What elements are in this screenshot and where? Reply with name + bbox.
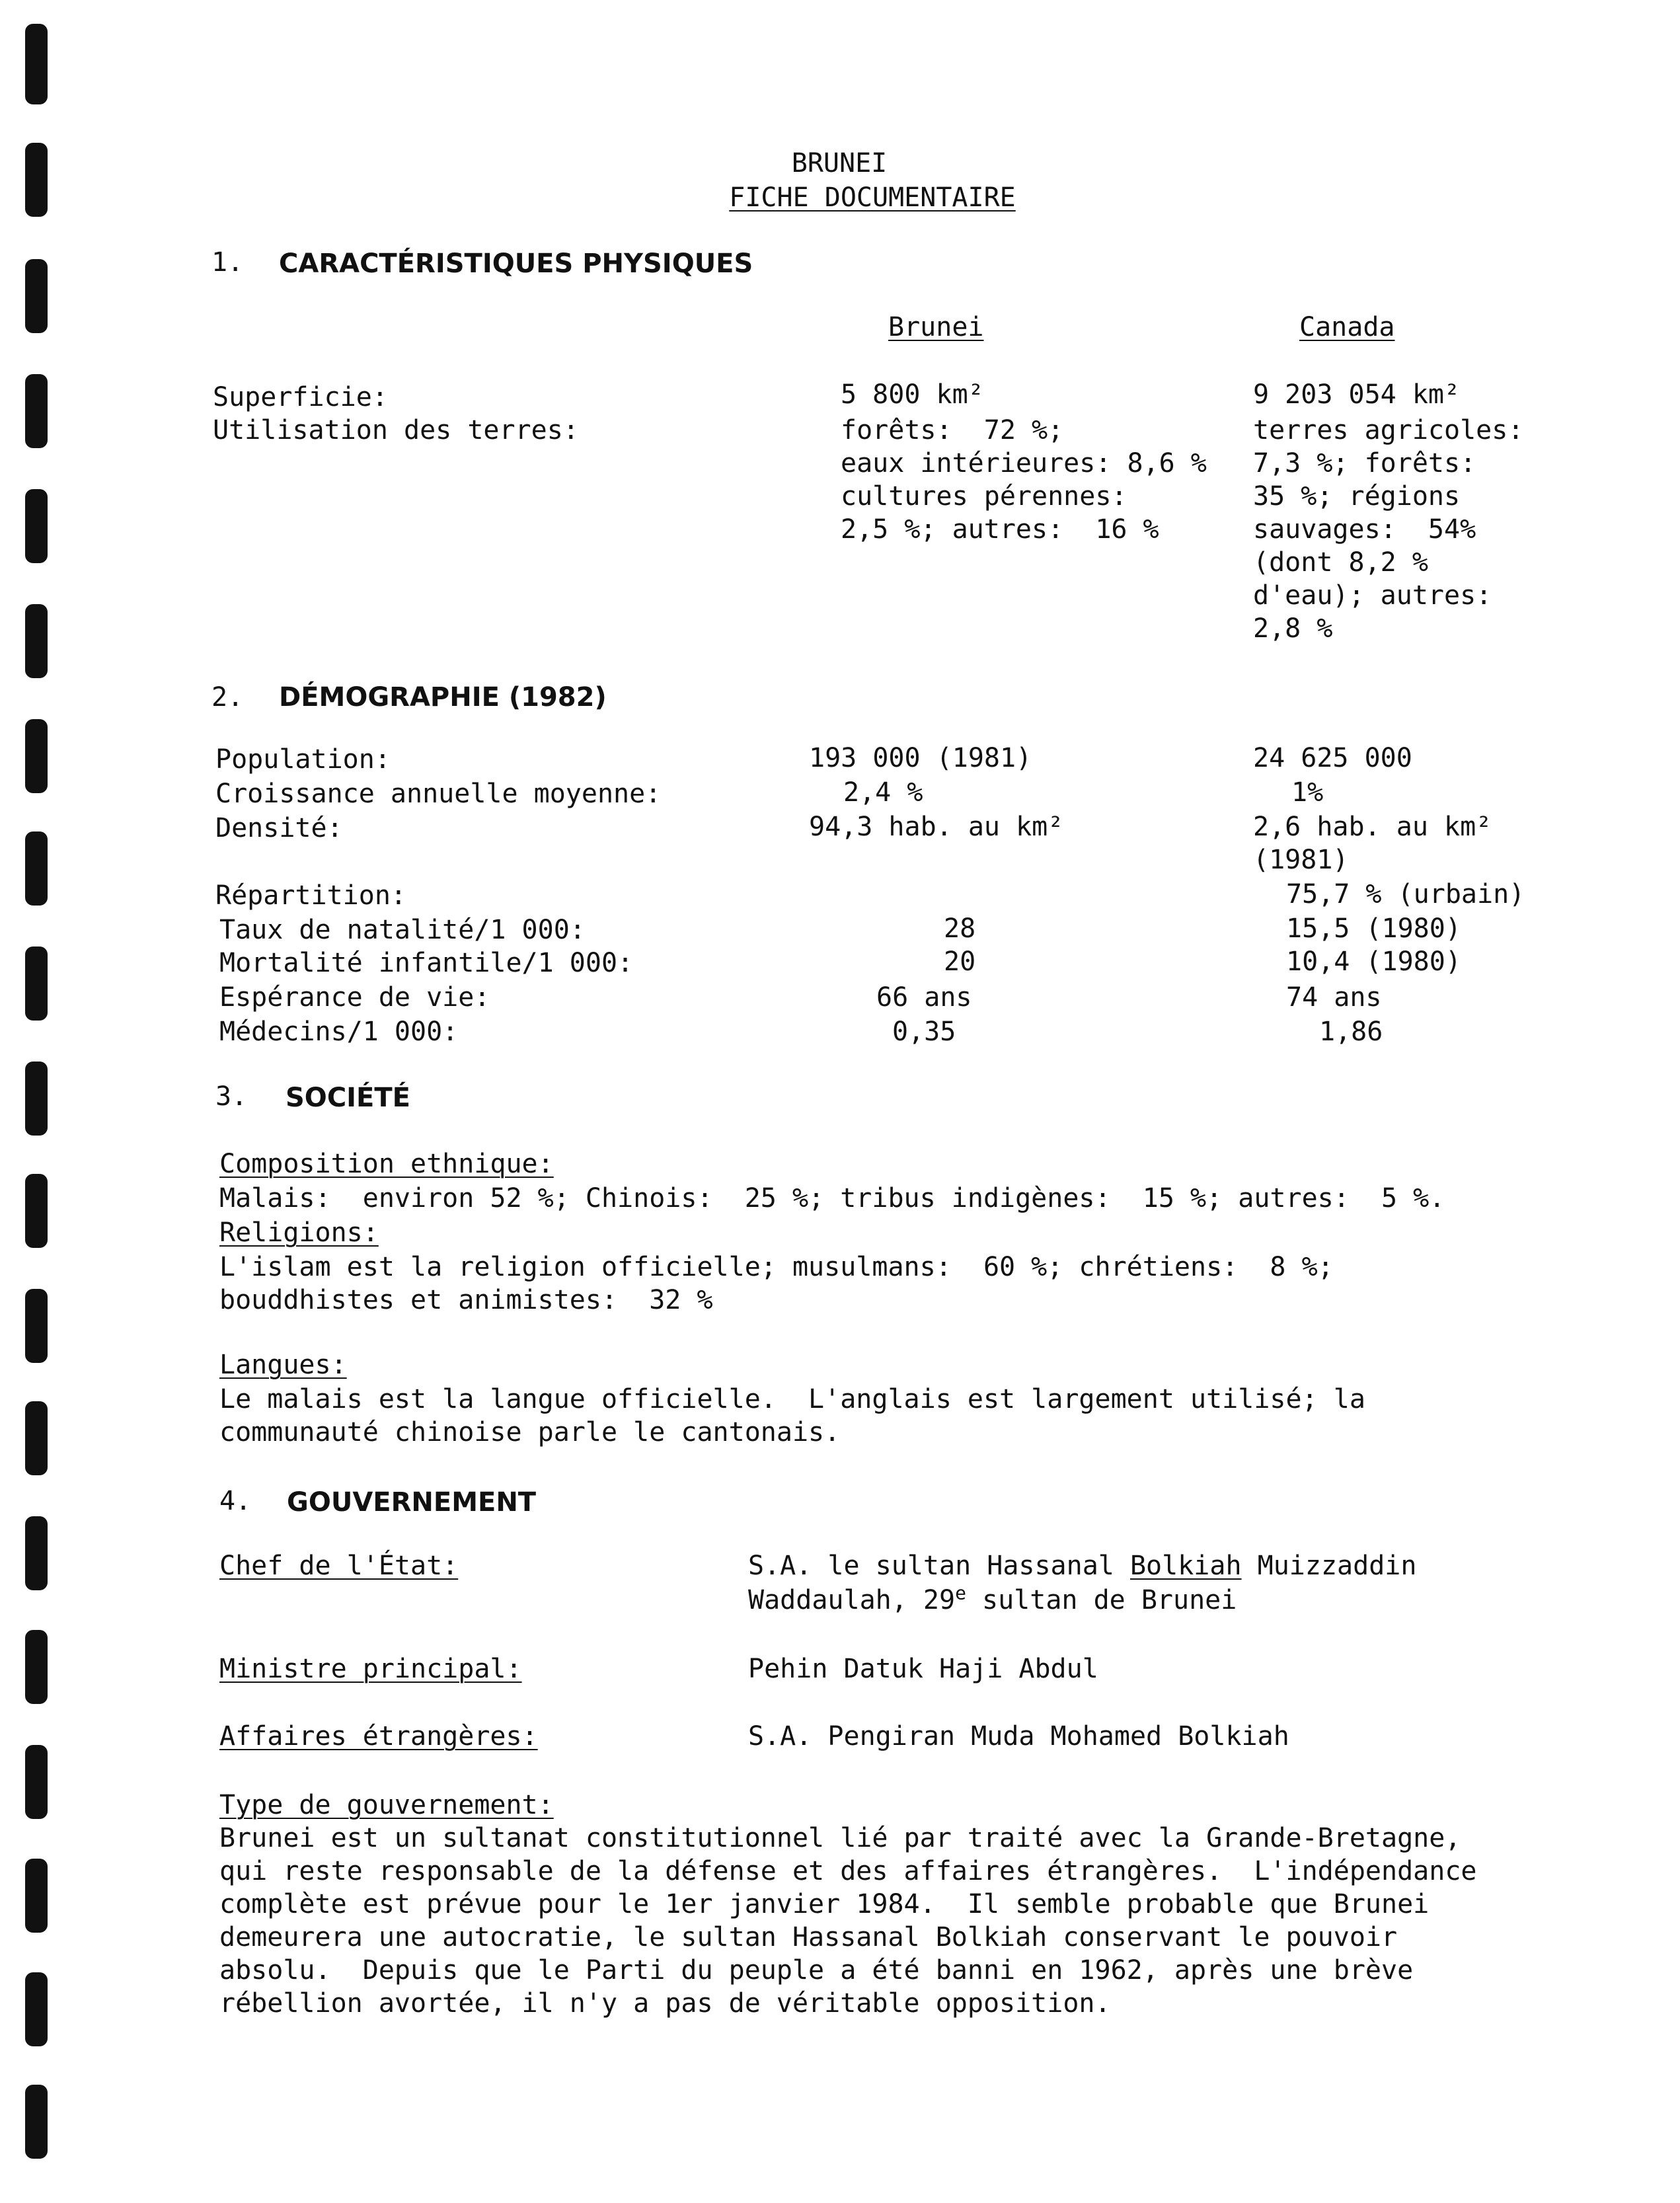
prime-minister-label: Ministre principal: <box>219 1654 522 1684</box>
religions-text <box>219 1251 1334 1317</box>
binding-mark <box>25 1401 48 1475</box>
land-use-brunei-line: forêts: 72 %; <box>841 415 1064 445</box>
head-of-state-value-line1 <box>748 1549 1416 1582</box>
demo-brunei-density: 94,3 hab. au km² <box>809 812 1064 842</box>
head-of-state-label: Chef de l'État: <box>219 1551 459 1581</box>
land-use-brunei-line: eaux intérieures: 8,6 % <box>841 448 1207 479</box>
section-2-number: 2. <box>211 682 244 713</box>
area-label: Superficie: <box>213 382 388 412</box>
demo-canada-life-expectancy: 74 ans <box>1286 982 1382 1013</box>
binding-mark <box>25 259 48 333</box>
languages-line: communauté chinoise parle le cantonais. <box>219 1417 841 1448</box>
head-of-state-underlined-name: Bolkiah <box>1129 1551 1242 1581</box>
area-brunei: 5 800 km² <box>841 379 984 410</box>
binding-mark <box>25 947 48 1021</box>
languages-line: Le malais est la langue officielle. L'anglais est largement utilisé; la <box>219 1384 1365 1414</box>
column-header-canada: Canada <box>1299 312 1395 342</box>
foreign-affairs-label: Affaires étrangères: <box>219 1721 538 1752</box>
section-3-number: 3. <box>215 1081 248 1112</box>
binding-mark <box>25 719 48 793</box>
government-type-label: Type de gouvernement: <box>219 1790 554 1820</box>
land-use-canada-line: 7,3 %; forêts: <box>1253 448 1476 479</box>
government-type-line: rébellion avortée, il n'y a pas de véritable opposition. <box>219 1988 1111 2019</box>
column-header-brunei: Brunei <box>888 312 984 342</box>
binding-mark <box>25 1859 48 1933</box>
languages-text <box>219 1383 1365 1449</box>
binding-mark <box>25 1062 48 1136</box>
demo-canada-growth: 1% <box>1291 777 1324 808</box>
land-use-canada-line: (dont 8,2 % <box>1253 547 1428 578</box>
binding-mark <box>25 1630 48 1704</box>
binding-mark <box>25 2085 48 2159</box>
binding-mark <box>25 831 48 906</box>
land-use-canada-line: d'eau); autres: <box>1253 580 1492 611</box>
ethnic-composition-label: Composition ethnique: <box>219 1149 554 1179</box>
land-use-canada-line: terres agricoles: <box>1253 415 1524 445</box>
binding-mark <box>25 1174 48 1248</box>
head-of-state-text: S.A. le sultan Hassanal <box>748 1551 1130 1581</box>
demo-label-distribution: Répartition: <box>215 880 406 911</box>
section-1-heading: CARACTÉRISTIQUES PHYSIQUES <box>279 249 753 279</box>
demo-brunei-birth-rate: 28 <box>944 913 976 944</box>
religions-line: bouddhistes et animistes: 32 % <box>219 1285 713 1315</box>
demo-canada-infant-mortality: 10,4 (1980) <box>1286 947 1461 977</box>
demo-label-doctors: Médecins/1 000: <box>219 1017 459 1047</box>
demo-canada-doctors: 1,86 <box>1319 1017 1383 1047</box>
demo-canada-density: 2,6 hab. au km² <box>1253 812 1492 842</box>
binding-mark <box>25 604 48 678</box>
land-use-brunei-line: cultures pérennes: <box>841 481 1127 512</box>
head-of-state-value-line2 <box>748 1584 1237 1617</box>
land-use-canada-line: 35 %; régions <box>1253 481 1461 512</box>
demo-label-life-expectancy: Espérance de vie: <box>219 982 490 1013</box>
section-4-number: 4. <box>219 1486 252 1516</box>
section-1-number: 1. <box>211 247 244 278</box>
land-use-label: Utilisation des terres: <box>213 415 579 445</box>
head-of-state-text: Muizzaddin <box>1241 1551 1417 1581</box>
demo-brunei-life-expectancy: 66 ans <box>876 982 972 1013</box>
demo-canada-density-year: (1981) <box>1253 845 1349 875</box>
government-type-line: qui reste responsable de la défense et des affaires étrangères. L'indépendance <box>219 1856 1477 1886</box>
demo-brunei-population: 193 000 (1981) <box>809 743 1032 773</box>
binding-mark <box>25 1516 48 1590</box>
land-use-brunei <box>841 414 1207 546</box>
demo-label-growth: Croissance annuelle moyenne: <box>215 779 662 809</box>
government-type-text <box>219 1822 1476 2020</box>
area-canada: 9 203 054 km² <box>1253 379 1461 410</box>
foreign-affairs-value: S.A. Pengiran Muda Mohamed Bolkiah <box>748 1721 1289 1752</box>
government-type-line: demeurera une autocratie, le sultan Hassanal Bolkiah conservant le pouvoir <box>219 1922 1398 1952</box>
doc-subtitle: FICHE DOCUMENTAIRE <box>729 182 1016 213</box>
head-of-state-text: sultan de Brunei <box>966 1585 1237 1615</box>
government-type-line: complète est prévue pour le 1er janvier 1984. Il semble probable que Brunei <box>219 1889 1430 1919</box>
binding-mark <box>25 24 48 104</box>
land-use-canada-line: sauvages: 54% <box>1253 514 1476 545</box>
land-use-brunei-line: 2,5 %; autres: 16 % <box>841 514 1159 545</box>
demo-brunei-growth: 2,4 % <box>843 777 923 808</box>
land-use-canada <box>1253 414 1523 645</box>
binding-mark <box>25 143 48 217</box>
demo-label-birth-rate: Taux de natalité/1 000: <box>219 915 586 945</box>
demo-canada-distribution: 75,7 % (urbain) <box>1286 879 1525 909</box>
demo-canada-birth-rate: 15,5 (1980) <box>1286 913 1461 944</box>
section-2-heading: DÉMOGRAPHIE (1982) <box>279 682 607 713</box>
head-of-state-text: Waddaulah, 29 <box>748 1585 956 1615</box>
section-3-heading: SOCIÉTÉ <box>286 1083 410 1113</box>
binding-mark <box>25 374 48 448</box>
binding-mark <box>25 1745 48 1819</box>
demo-label-population: Population: <box>215 744 391 775</box>
religions-label: Religions: <box>219 1217 379 1248</box>
demo-canada-population: 24 625 000 <box>1253 743 1412 773</box>
demo-brunei-doctors: 0,35 <box>892 1017 956 1047</box>
demo-label-density: Densité: <box>215 813 343 843</box>
prime-minister-value: Pehin Datuk Haji Abdul <box>748 1654 1098 1684</box>
religions-line: L'islam est la religion officielle; musulmans: 60 %; chrétiens: 8 %; <box>219 1252 1334 1282</box>
binding-mark <box>25 489 48 563</box>
ordinal-superscript: e <box>955 1582 966 1604</box>
demo-brunei-infant-mortality: 20 <box>944 947 976 977</box>
government-type-line: Brunei est un sultanat constitutionnel lié par traité avec la Grande-Bretagne, <box>219 1823 1461 1853</box>
demo-label-infant-mortality: Mortalité infantile/1 000: <box>219 948 634 978</box>
doc-country-title: BRUNEI <box>791 148 888 178</box>
section-4-heading: GOUVERNEMENT <box>287 1487 537 1518</box>
land-use-canada-line: 2,8 % <box>1253 613 1333 644</box>
ethnic-composition-text: Malais: environ 52 %; Chinois: 25 %; tribus indigènes: 15 %; autres: 5 %. <box>219 1183 1445 1214</box>
binding-mark <box>25 1289 48 1363</box>
government-type-line: absolu. Depuis que le Parti du peuple a été banni en 1962, après une brève <box>219 1955 1414 1986</box>
languages-label: Langues: <box>219 1350 347 1380</box>
binding-mark <box>25 1972 48 2046</box>
